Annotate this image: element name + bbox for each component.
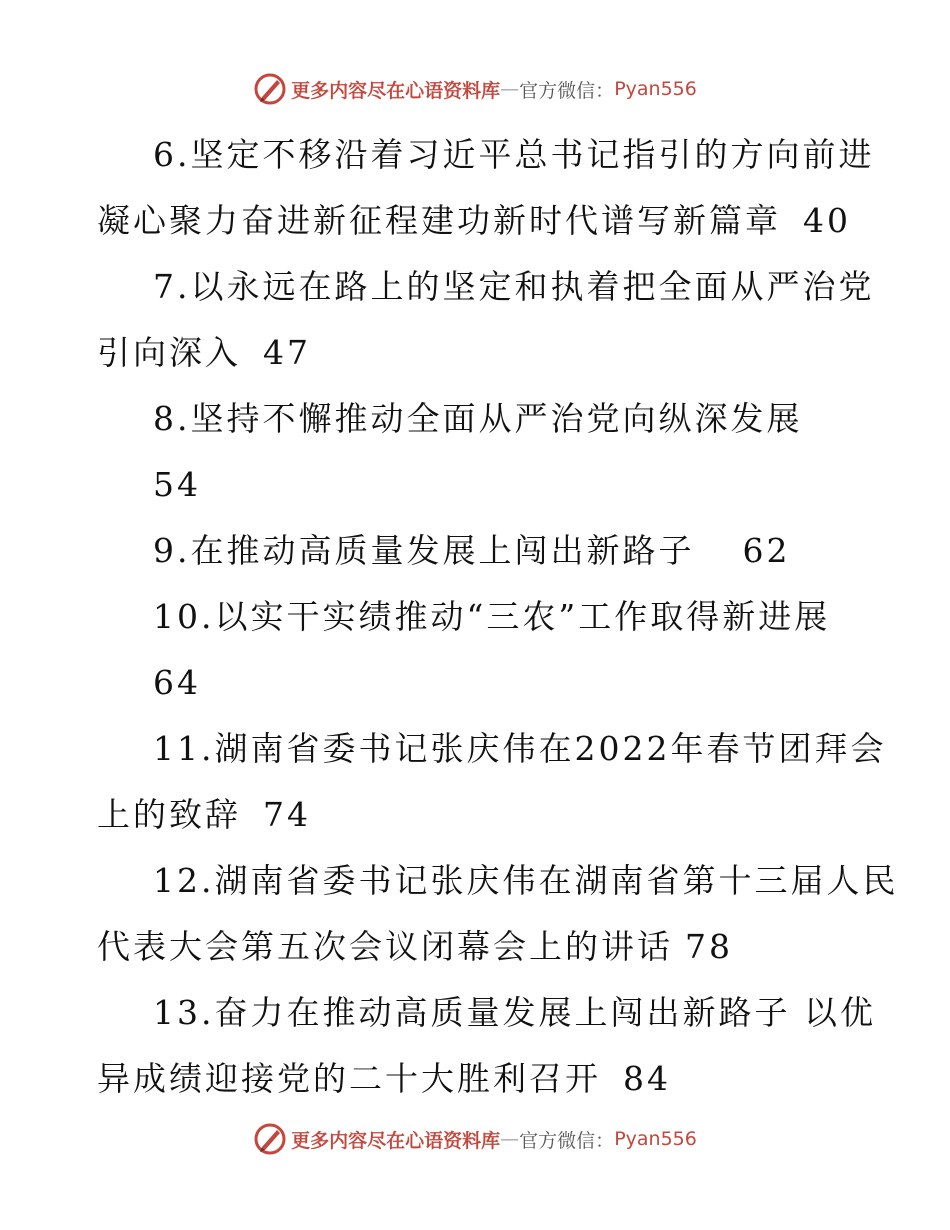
toc-page-number: 84 (623, 1059, 671, 1098)
watermark-separator: — (500, 78, 520, 100)
toc-page-number: 78 (685, 927, 733, 966)
toc-entry-continuation (97, 452, 857, 518)
pen-logo-icon (253, 1122, 287, 1156)
toc-entry-title: 12.湖南省委书记张庆伟在湖南省第十三届人民 (153, 861, 899, 900)
watermark-wechat-id: Pyan556 (614, 1128, 697, 1150)
toc-entry-12[interactable] (97, 848, 899, 980)
toc-page-number: 74 (263, 795, 311, 834)
watermark-brand: 更多内容尽在心语资料库 (291, 79, 501, 102)
toc-entry-title: 9.在推动高质量发展上闯出新路子 (153, 531, 695, 570)
toc-entry-title-cont: 凝心聚力奋进新征程建功新时代谱写新篇章 (97, 201, 781, 240)
toc-entry-10[interactable] (97, 584, 857, 716)
toc-page-number: 54 (153, 465, 201, 504)
toc-entry-11[interactable] (97, 716, 887, 848)
toc-page-number: 47 (263, 333, 311, 372)
toc-entry-title: 10.以实干实绩推动“三农”工作取得新进展 (153, 597, 831, 636)
toc-entry-continuation (97, 1046, 857, 1112)
toc-entry-title-cont: 代表大会第五次会议闭幕会上的讲话 (97, 927, 673, 966)
watermark-official-label: 官方微信： (519, 1129, 615, 1152)
toc-entry-13[interactable] (97, 980, 876, 1112)
footer-watermark (0, 1122, 950, 1156)
toc-page-number: 62 (742, 531, 791, 570)
header-watermark (0, 72, 950, 106)
table-of-contents (97, 122, 899, 1112)
toc-entry-title-cont: 异成绩迎接党的二十大胜利召开 (97, 1059, 601, 1098)
toc-entry-8[interactable] (97, 386, 857, 518)
watermark-brand: 更多内容尽在心语资料库 (291, 1129, 501, 1152)
watermark-separator: — (500, 1128, 520, 1150)
toc-entry-title: 11.湖南省委书记张庆伟在2022年春节团拜会 (153, 729, 887, 768)
toc-entry-title-cont: 引向深入 (97, 333, 241, 372)
toc-entry-continuation (97, 320, 857, 386)
toc-entry-continuation (97, 782, 857, 848)
toc-entry-continuation (97, 188, 857, 254)
toc-entry-title: 6.坚定不移沿着习近平总书记指引的方向前进 (153, 135, 875, 174)
toc-page-number: 64 (153, 663, 201, 702)
toc-entry-7[interactable] (97, 254, 875, 386)
toc-page-number: 40 (803, 201, 851, 240)
toc-entry-title: 8.坚持不懈推动全面从严治党向纵深发展 (153, 399, 803, 438)
toc-entry-title-cont: 上的致辞 (97, 795, 241, 834)
toc-entry-9[interactable] (97, 518, 857, 584)
toc-entry-6[interactable] (97, 122, 875, 254)
pen-logo-icon (253, 72, 287, 106)
toc-entry-continuation (97, 650, 857, 716)
toc-entry-continuation (97, 914, 857, 980)
watermark-wechat-id: Pyan556 (614, 78, 697, 100)
toc-entry-title: 13.奋力在推动高质量发展上闯出新路子 以优 (153, 993, 876, 1032)
toc-entry-title: 7.以永远在路上的坚定和执着把全面从严治党 (153, 267, 875, 306)
watermark-official-label: 官方微信： (519, 79, 615, 102)
toc-entry-line (97, 518, 857, 584)
